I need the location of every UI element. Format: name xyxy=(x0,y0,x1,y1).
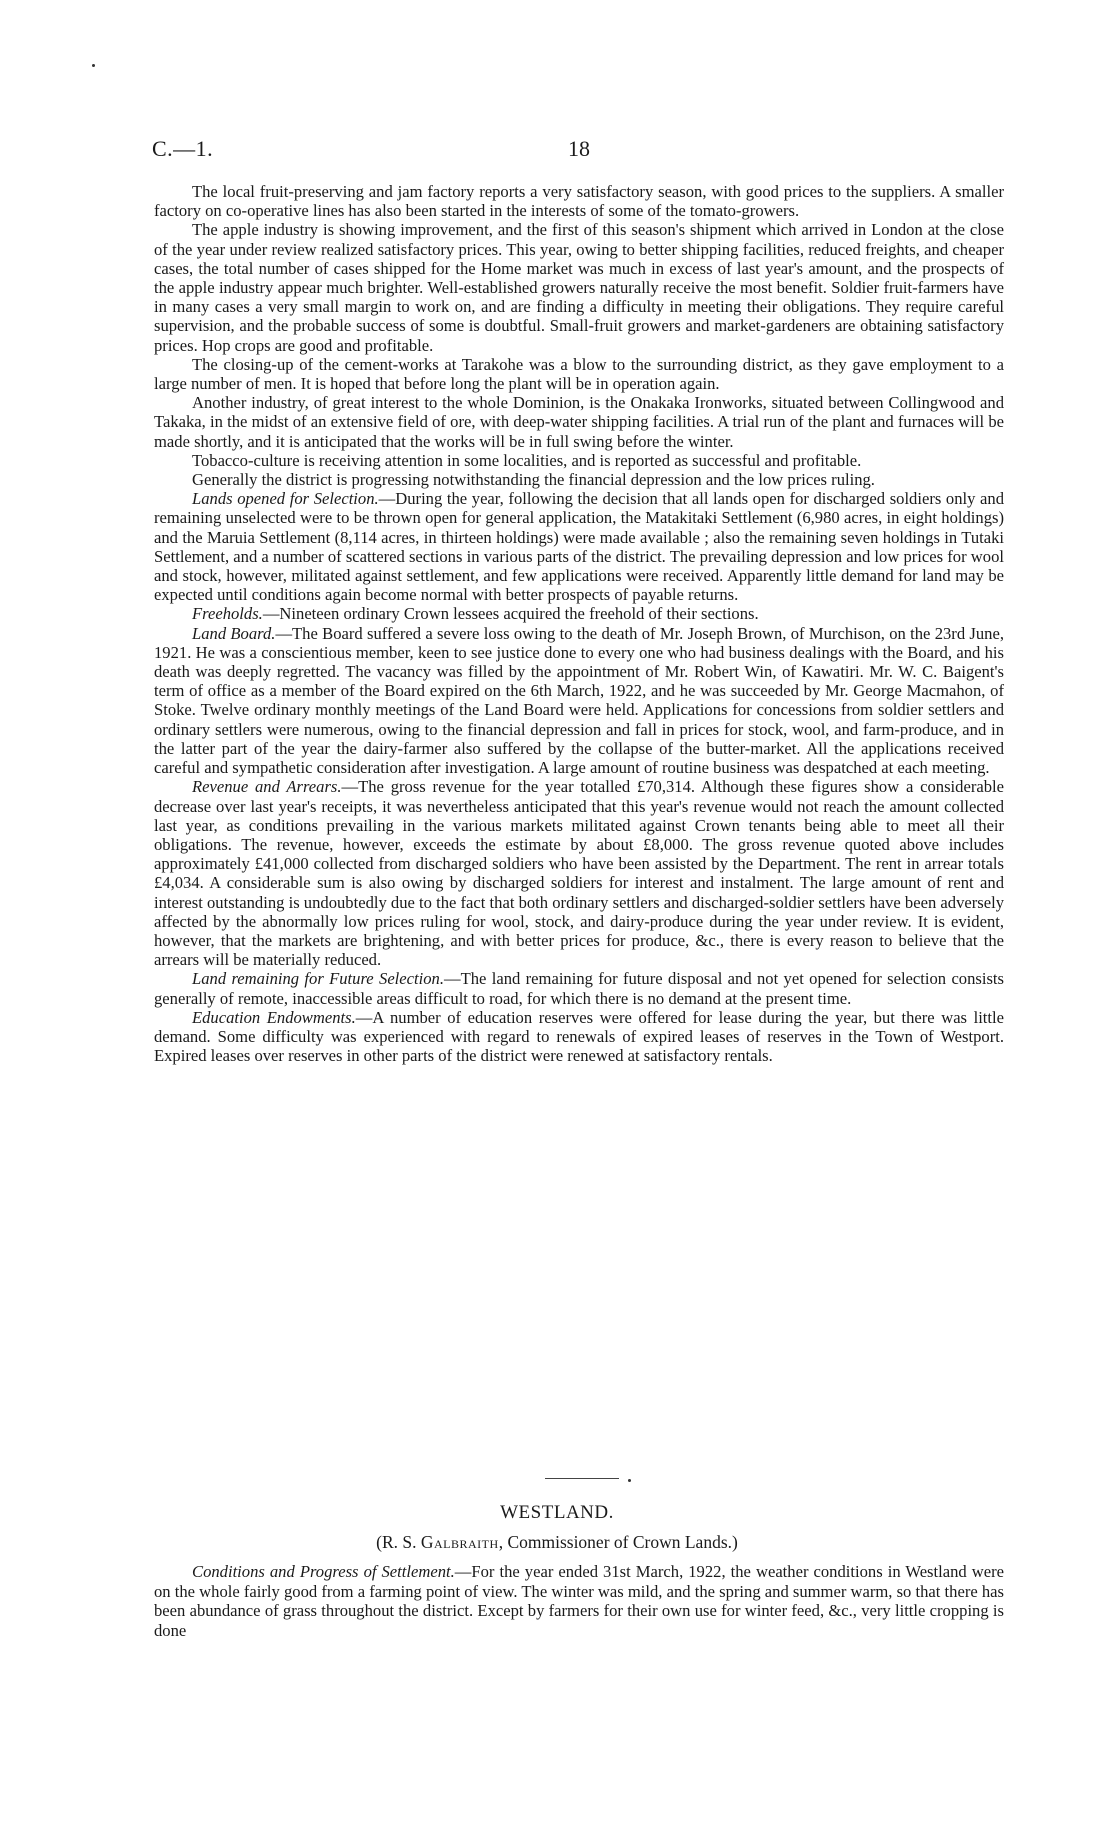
paragraph xyxy=(154,470,1004,489)
paragraph-lands-opened xyxy=(154,489,1004,604)
paragraph-lead: Land Board. xyxy=(192,623,276,643)
commissioner-open: (R. S. xyxy=(376,1532,421,1552)
margin-dot xyxy=(92,64,95,67)
paragraph-lead: Lands opened for Selection. xyxy=(192,489,379,509)
paragraph-lead: Freeholds. xyxy=(192,604,263,624)
commissioner-name: Galbraith xyxy=(420,1532,499,1552)
paragraph-text: Another industry, of great interest to the whole Dominion, is the Onakaka Ironworks, situated between Collingwood and Takaka, in the midst of an extensive field of ore, with deep-water shipping facilities. A trial run of the plant and furnaces will be made shortly, and it is anticipated that the works will be in full swing before the winter. xyxy=(154,393,1004,451)
paragraph-text: The closing-up of the cement-works at Tarakohe was a blow to the surrounding district, as they gave employment to a large number of men. It is hoped that before long the plant will be in operation again. xyxy=(154,354,1004,394)
page-number: 18 xyxy=(568,136,590,161)
paragraph-text: Generally the district is progressing notwithstanding the financial depression and the low prices ruling. xyxy=(192,470,875,490)
paragraph-text: —A number of education reserves were offered for lease during the year, but there was little demand. Some difficulty was experienced with regard to renewals of expired leases of reserves in the Town of Westport. Expired leases over reserves in other parts of the district were renewed at satisfactory rentals. xyxy=(154,1007,1005,1066)
paragraph-text: —Nineteen ordinary Crown lessees acquired the freehold of their sections. xyxy=(262,604,759,624)
paragraph-future-selection xyxy=(154,969,1004,1007)
westland-report-body xyxy=(154,1562,1004,1640)
paragraph-lead: Land remaining for Future Selection. xyxy=(192,969,444,989)
paragraph-education xyxy=(154,1008,1004,1066)
paragraph-lead: Education Endowments. xyxy=(192,1007,356,1027)
paragraph-land-board xyxy=(154,624,1004,778)
commissioner-line xyxy=(0,1532,1114,1553)
report-reference: C.—1. xyxy=(152,136,214,161)
paragraph xyxy=(154,451,1004,470)
paragraph-lead: Conditions and Progress of Settlement. xyxy=(192,1562,455,1581)
section-divider xyxy=(545,1478,619,1479)
paragraph-text: —During the year, following the decision that all lands open for discharged soldiers only and remaining unselected were to be thrown open for general application, the Matakitaki Settlement (6,980 acres, in eight holdings) and the Maruia Settlement (8,114 acres, in thirteen holdings) were made available ; also the remaining seven holdings in Tutaki Settlement, and a number of scattered sections in various parts of the district. The prevailing depression and low prices for wool and stock, however, militated against settlement, and few applications were received. Apparently little demand for land may be expected until conditions again become normal with better prospects of payable returns. xyxy=(154,489,1004,605)
nelson-report-body xyxy=(154,182,1004,1065)
paragraph-conditions xyxy=(154,1562,1004,1640)
section-heading: WESTLAND. xyxy=(500,1502,614,1523)
paragraph-text: The apple industry is showing improvement, and the first of this season's shipment which arrived in London at the close of the year under review realized satisfactory prices. This year, owing to better shipping facilities, reduced freights, and cheaper cases, the total number of cases shipped for the Home market was much in excess of last year's amount, and the prospects of the apple industry appear much brighter. Well-established growers naturally receive the most benefit. Soldier fruit-farmers have in many cases a very small margin to work on, and are finding a difficulty in meeting their obligations. They require careful supervision, and the probable success of some is doubtful. Small-fruit growers and market-gardeners are obtaining satisfactory prices. Hop crops are good and profitable. xyxy=(154,220,1004,355)
paragraph-text: The local fruit-preserving and jam factory reports a very satisfactory season, with good prices to the suppliers. A smaller factory on co-operative lines has also been started in the interests of some of the tomato-growers. xyxy=(154,182,1004,221)
paragraph xyxy=(154,355,1004,393)
divider-dot xyxy=(628,1479,631,1482)
paragraph-freeholds xyxy=(154,604,1004,623)
paragraph-text: —The Board suffered a severe loss owing to the death of Mr. Joseph Brown, of Murchison, on the 23rd June, 1921. He was a conscientious member, keen to see justice done to every one who had business dealings with the Board, and his death was deeply regretted. The vacancy was filled by the appointment of Mr. Robert Win, of Kawatiri. Mr. W. C. Baigent's term of office as a member of the Board expired on the 6th March, 1922, and he was succeeded by Mr. George Macmahon, of Stoke. Twelve ordinary monthly meetings of the Land Board were held. Applications for concessions from soldier settlers and ordinary settlers were numerous, owing to the financial depression and fall in prices for stock, wool, and farm-produce, and in the latter part of the year the dairy-farmer also suffered by the collapse of the butter-market. All the applications received careful and sympathetic consideration after investigation. A large amount of routine business was despatched at each meeting. xyxy=(154,623,1004,778)
commissioner-title: , Commissioner of Crown Lands.) xyxy=(498,1532,738,1552)
paragraph xyxy=(154,393,1004,451)
paragraph-revenue xyxy=(154,777,1004,969)
paragraph-text: Tobacco-culture is receiving attention in some localities, and is reported as successful and profitable. xyxy=(192,450,862,470)
paragraph-text: —The gross revenue for the year totalled £70,314. Although these figures show a considerable decrease over last year's receipts, it was nevertheless anticipated that this year's revenue would not reach the amount collected last year, as conditions prevailing in the various markets militated against Crown tenants being able to meet all their obligations. The revenue, however, exceeds the estimate by about £8,000. The gross revenue quoted above includes approximately £41,000 collected from discharged soldiers who have been assisted by the Department. The rent in arrear totals £4,034. A considerable sum is also owing by discharged soldiers for interest and instalment. The large amount of rent and interest outstanding is undoubtedly due to the fact that both ordinary settlers and discharged-soldier settlers have been adversely affected by the abnormally low prices ruling for wool, stock, and dairy-produce during the year under review. It is evident, however, that the markets are brightening, and with better prices for produce, &c., there is every reason to believe that the arrears will be materially reduced. xyxy=(154,777,1004,970)
paragraph-text: —The land remaining for future disposal and not yet opened for selection consists generally of remote, inaccessible areas difficult to road, for which there is no demand at the present time. xyxy=(154,969,1004,1008)
paragraph xyxy=(154,182,1004,220)
paragraph-lead: Revenue and Arrears. xyxy=(192,777,342,797)
paragraph xyxy=(154,220,1004,354)
paragraph-text: —For the year ended 31st March, 1922, the weather conditions in Westland were on the whole fairly good from a farming point of view. The winter was mild, and the spring and summer warm, so that there has been abundance of grass throughout the district. Except by farmers for their own use for winter feed, &c., very little cropping is done xyxy=(154,1562,1004,1640)
